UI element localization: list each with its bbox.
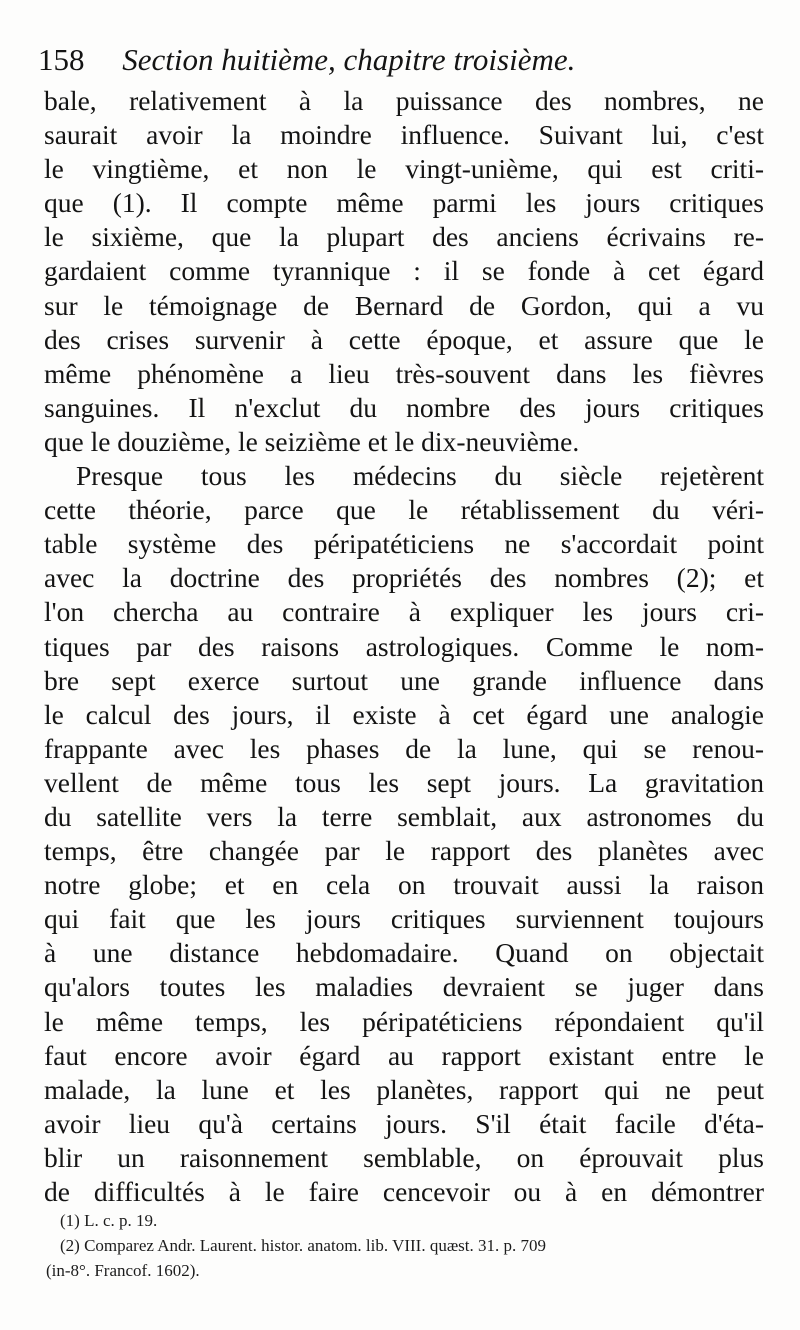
text-line: le vingtième, et non le vingt-unième, qui est criti- bbox=[44, 153, 764, 185]
text-line: sur le témoignage de Bernard de Gordon, qui a vu bbox=[44, 289, 764, 321]
text-line: qui fait que les jours critiques surviennent toujours bbox=[44, 903, 764, 935]
text-line: le calcul des jours, il existe à cet égard une analogie bbox=[44, 698, 764, 730]
text-line: temps, être changée par le rapport des planètes avec bbox=[44, 835, 764, 867]
paragraph-start-line: Presque tous les médecins du siècle rejetèrent bbox=[76, 460, 764, 492]
text-line: cette théorie, parce que le rétablissement du véri- bbox=[44, 494, 764, 526]
text-line: tiques par des raisons astrologiques. Comme le nom- bbox=[44, 630, 764, 662]
text-line: notre globe; et en cela on trouvait aussi la raison bbox=[44, 869, 764, 901]
page-number: 158 bbox=[38, 42, 85, 77]
text-line: que (1). Il compte même parmi les jours critiques bbox=[44, 187, 764, 219]
text-line: avoir lieu qu'à certains jours. S'il était facile d'éta- bbox=[44, 1107, 764, 1139]
text-line: qu'alors toutes les maladies devraient se juger dans bbox=[44, 971, 764, 1003]
text-line: sanguines. Il n'exclut du nombre des jours critiques bbox=[44, 391, 764, 423]
text-line: le sixième, que la plupart des anciens écrivains re- bbox=[44, 221, 764, 253]
text-line: même phénomène a lieu très-souvent dans les fièvres bbox=[44, 357, 764, 389]
text-line: bre sept exerce surtout une grande influence dans bbox=[44, 664, 764, 696]
footnote-1: (1) L. c. p. 19. bbox=[60, 1211, 158, 1230]
text-line: table système des péripatéticiens ne s'accordait point bbox=[44, 528, 764, 560]
text-line: l'on chercha au contraire à expliquer les jours cri- bbox=[44, 596, 764, 628]
text-line: gardaient comme tyrannique : il se fonde à cet égard bbox=[44, 255, 764, 287]
page-header bbox=[38, 40, 768, 80]
text-line: avec la doctrine des propriétés des nombres (2); et bbox=[44, 562, 764, 594]
text-line: faut encore avoir égard au rapport existant entre le bbox=[44, 1039, 764, 1071]
text-line: saurait avoir la moindre influence. Suivant lui, c'est bbox=[44, 119, 764, 151]
body-text bbox=[44, 84, 764, 1209]
running-head: Section huitième, chapitre troisième. bbox=[122, 42, 576, 77]
text-line: des crises survenir à cette époque, et assure que le bbox=[44, 323, 764, 355]
text-line: à une distance hebdomadaire. Quand on objectait bbox=[44, 937, 764, 969]
text-line: le même temps, les péripatéticiens répondaient qu'il bbox=[44, 1005, 764, 1037]
text-line: de difficultés à le faire cencevoir ou à en démontrer bbox=[44, 1176, 764, 1207]
text-line: frappante avec les phases de la lune, qui se renou- bbox=[44, 732, 764, 764]
footnotes bbox=[46, 1208, 770, 1283]
text-line: malade, la lune et les planètes, rapport qui ne peut bbox=[44, 1073, 764, 1105]
footnote-2: (2) Comparez Andr. Laurent. histor. anatom. lib. VIII. quæst. 31. p. 709 bbox=[60, 1236, 547, 1255]
text-line: blir un raisonnement semblable, on éprouvait plus bbox=[44, 1141, 764, 1173]
text-line: du satellite vers la terre semblait, aux astronomes du bbox=[44, 800, 764, 832]
text-line: que le douzième, le seizième et le dix-neuvième. bbox=[44, 425, 580, 457]
footnote-2-continuation: (in-8°. Francof. 1602). bbox=[46, 1261, 200, 1280]
text-line: bale, relativement à la puissance des nombres, ne bbox=[44, 85, 764, 116]
text-line: vellent de même tous les sept jours. La gravitation bbox=[44, 766, 764, 798]
